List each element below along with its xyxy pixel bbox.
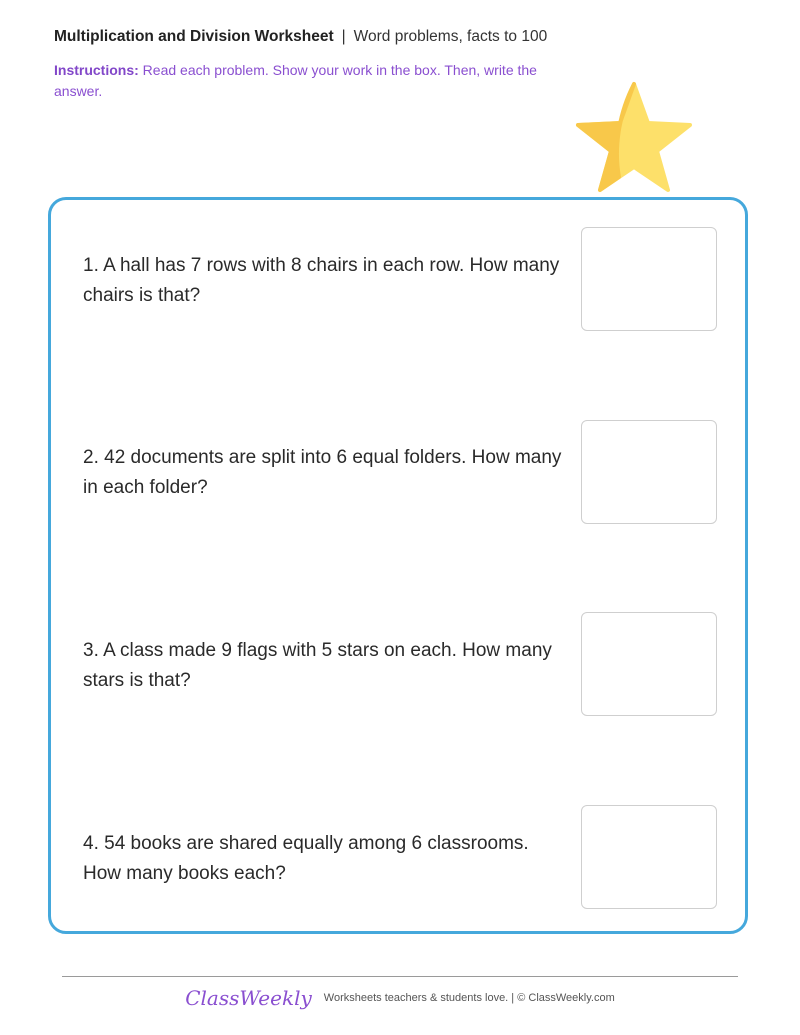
problem-3-text: 3. A class made 9 flags with 5 stars on each. How many stars is that? (83, 640, 552, 691)
worksheet-subtitle: Word problems, facts to 100 (353, 28, 548, 45)
footer (0, 986, 800, 1010)
answer-box-2[interactable] (581, 420, 717, 524)
problem-1-text: 1. A hall has 7 rows with 8 chairs in each row. How many chairs is that? (83, 255, 560, 306)
problem-2-text: 2. 42 documents are split into 6 equal folders. How many in each folder? (83, 447, 562, 498)
header-separator: | (341, 28, 346, 45)
answer-box-1[interactable] (581, 227, 717, 331)
star-icon (574, 80, 694, 194)
instructions (54, 60, 554, 102)
problems-panel (48, 197, 748, 934)
footer-tagline: Worksheets teachers & students love. | © ClassWeekly.com (323, 992, 615, 1004)
worksheet-header (54, 27, 547, 47)
instructions-text: Read each problem. Show your work in the box. Then, write the answer. (54, 62, 537, 99)
problem-4-text: 4. 54 books are shared equally among 6 classrooms. How many books each? (83, 833, 529, 884)
footer-divider (62, 976, 738, 977)
answer-box-4[interactable] (581, 805, 717, 909)
worksheet-title: Multiplication and Division Worksheet (54, 28, 334, 45)
instructions-label: Instructions: (54, 62, 139, 78)
brand-logo: ClassWeekly (185, 986, 312, 1010)
answer-box-3[interactable] (581, 612, 717, 716)
